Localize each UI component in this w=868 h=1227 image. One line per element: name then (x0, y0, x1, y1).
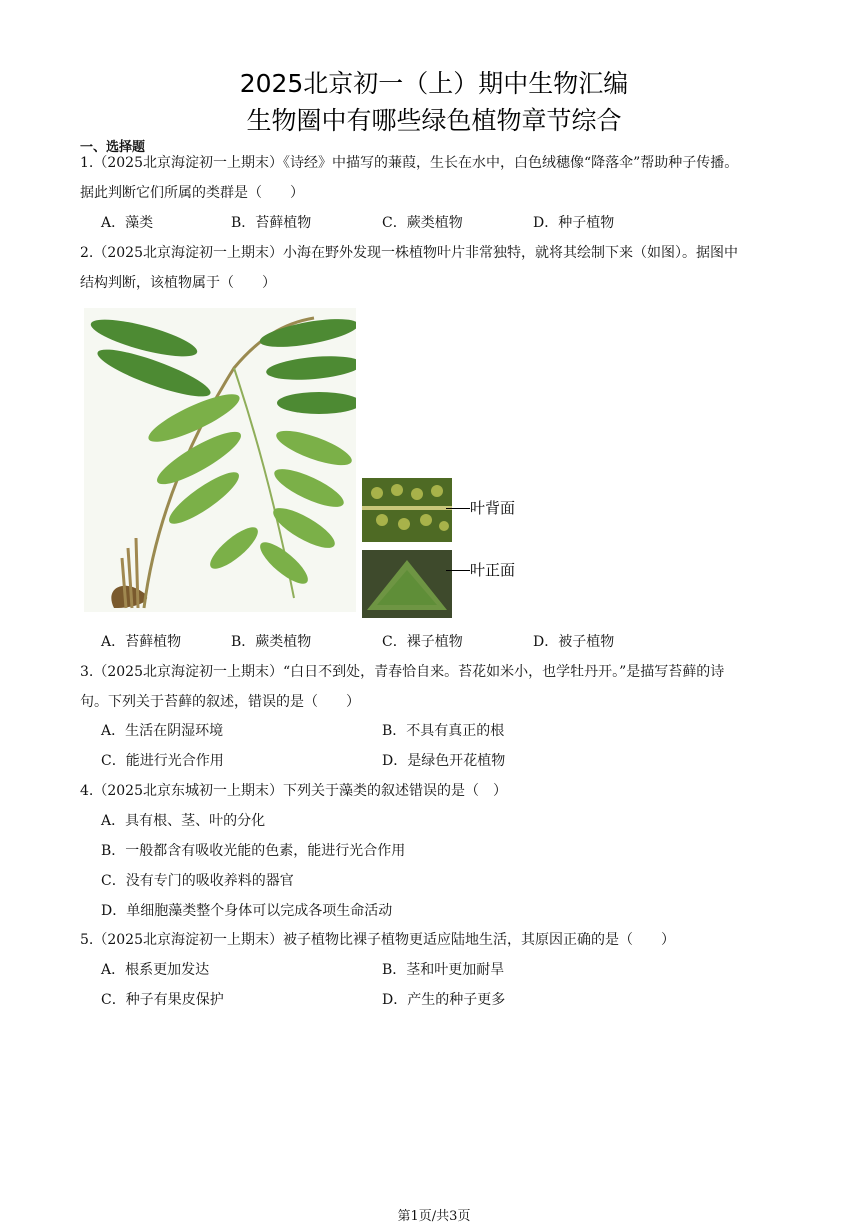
section-heading: 一、选择题 (80, 140, 146, 155)
q1-option-d: D．种子植物 (533, 215, 615, 231)
page-footer: 第1页/共3页 (397, 1209, 471, 1224)
q4-option-b: B．一般都含有吸收光能的色素，能进行光合作用 (101, 843, 406, 859)
q3-option-c: C．能进行光合作用 (101, 753, 224, 769)
leaf-back-label: 叶背面 (470, 499, 516, 517)
leaf-front-label: 叶正面 (470, 561, 516, 579)
q1-stem-line1: 1.（2025北京海淀初一上期末）《诗经》中描写的蒹葭，生长在水中，白色绒穗像“降落伞”帮助种子传播。 (80, 155, 739, 171)
leaf-front-photo (362, 550, 452, 618)
doc-title-line2: 生物圈中有哪些绿色植物章节综合 (246, 106, 622, 135)
q5-option-c: C．种子有果皮保护 (101, 992, 224, 1008)
leaf-back-photo (362, 478, 452, 542)
q2-stem-line2: 结构判断，该植物属于（ ） (80, 275, 276, 291)
q1-option-b: B．苔藓植物 (231, 215, 312, 231)
q5-option-d: D．产生的种子更多 (382, 992, 506, 1008)
q3-option-b: B．不具有真正的根 (382, 723, 505, 739)
q3-stem-line1: 3.（2025北京海淀初一上期末）“白日不到处，青春恰自来。苔花如米小，也学牡丹开。”是描写苔藓的诗 (80, 664, 725, 680)
fern-plant-illustration (84, 308, 356, 612)
q1-option-c: C．蕨类植物 (382, 215, 463, 231)
q2-stem-line1: 2.（2025北京海淀初一上期末）小海在野外发现一株植物叶片非常独特，就将其绘制下来（如图）。据图中 (80, 245, 738, 261)
q4-stem-line1: 4.（2025北京东城初一上期末）下列关于藻类的叙述错误的是（ ） (80, 783, 507, 799)
q2-option-c: C．裸子植物 (382, 634, 463, 650)
doc-title-line1: 2025北京初一（上）期中生物汇编 (239, 69, 629, 98)
q1-stem-line2: 据此判断它们所属的类群是（ ） (80, 185, 304, 201)
q5-option-b: B．茎和叶更加耐旱 (382, 962, 505, 978)
q2-option-b: B．蕨类植物 (231, 634, 312, 650)
q5-stem-line1: 5.（2025北京海淀初一上期末）被子植物比裸子植物更适应陆地生活，其原因正确的是（ ） (80, 932, 675, 948)
q2-option-a: A．苔藓植物 (101, 634, 182, 650)
q3-stem-line2: 句。下列关于苔藓的叙述，错误的是（ ） (80, 694, 360, 710)
q3-option-a: A．生活在阴湿环境 (101, 723, 224, 739)
q5-option-a: A．根系更加发达 (101, 962, 210, 978)
q2-option-d: D．被子植物 (533, 634, 615, 650)
q4-option-c: C．没有专门的吸收养料的器官 (101, 873, 294, 889)
q3-option-d: D．是绿色开花植物 (382, 753, 506, 769)
q4-option-d: D．单细胞藻类整个身体可以完成各项生命活动 (101, 903, 393, 919)
leaf-back-pointer-line (446, 508, 470, 509)
q1-option-a: A．藻类 (101, 215, 154, 231)
q4-option-a: A．具有根、茎、叶的分化 (101, 813, 266, 829)
leaf-front-pointer-line (446, 570, 470, 571)
